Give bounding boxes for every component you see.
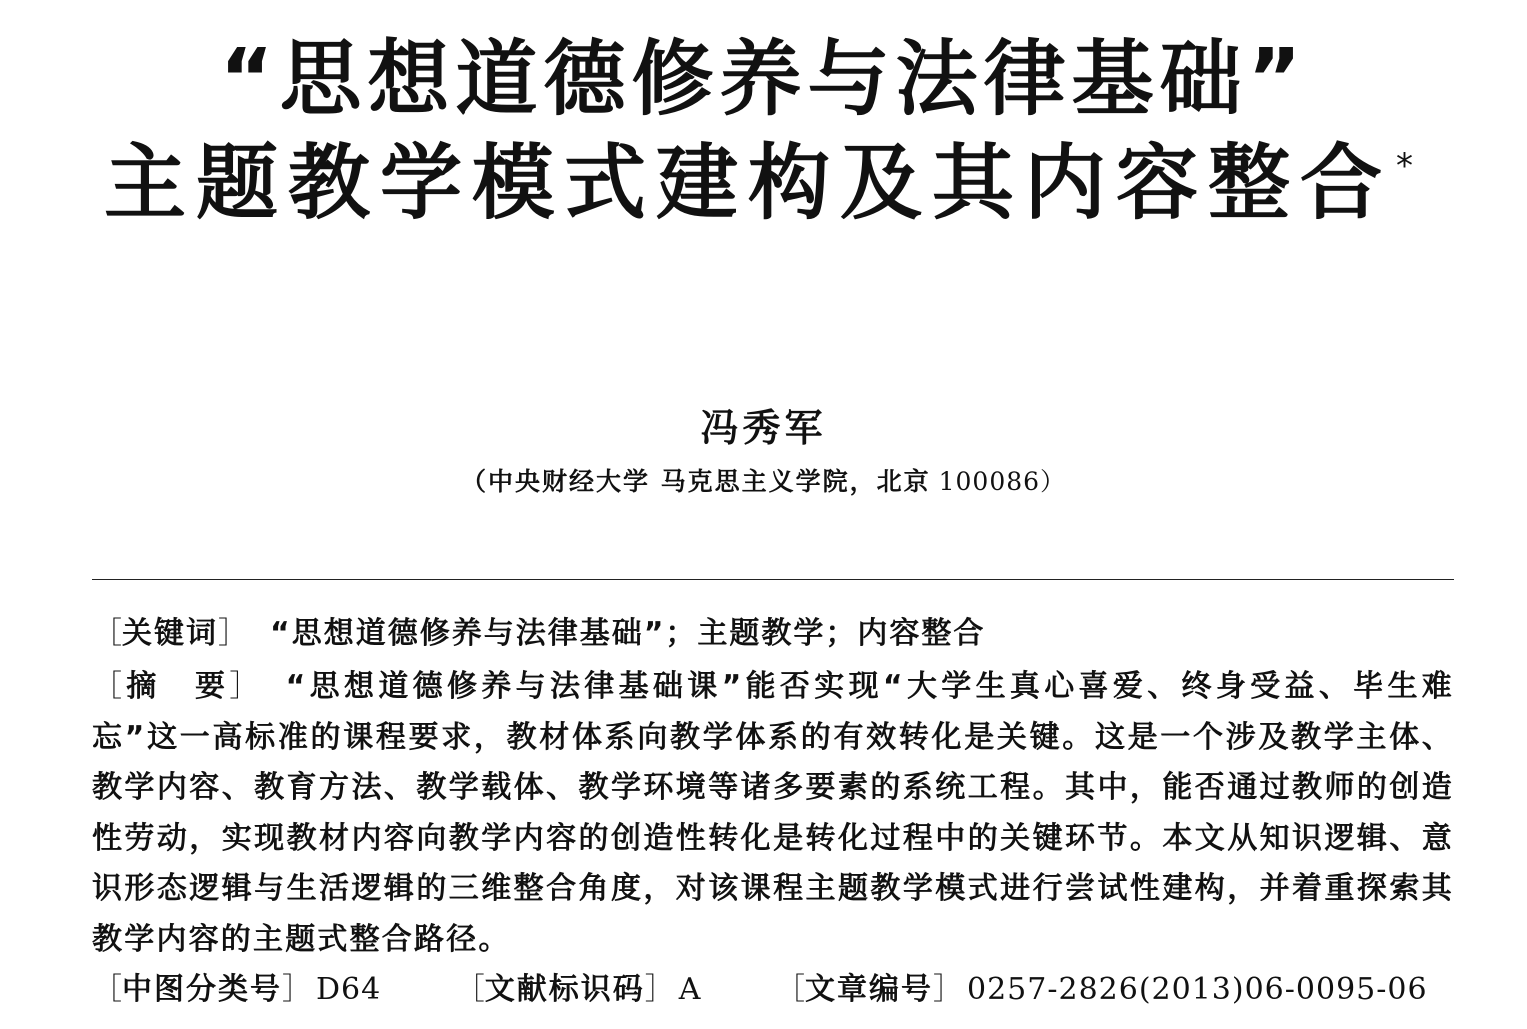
- classification-line: [92, 968, 1454, 1012]
- keywords-section: [92, 612, 1454, 656]
- abstract-bracket-open: ［: [92, 669, 127, 704]
- keywords-bracket-close: ］: [218, 616, 248, 651]
- article-no-bracket-close: ］: [933, 972, 963, 1007]
- clc-value: D64: [316, 972, 382, 1007]
- doc-code-value: A: [678, 972, 702, 1007]
- clc-item: [92, 968, 381, 1012]
- clc-bracket-close: ］: [282, 972, 312, 1007]
- title-line-1: “思想道德修养与法律基础”: [219, 32, 1308, 127]
- author-affiliation: [0, 465, 1527, 499]
- article-no-item: [775, 968, 1428, 1012]
- affiliation-text: （中央财经大学 马克思主义学院，北京: [460, 467, 931, 496]
- affiliation-postcode: 100086）: [938, 467, 1067, 496]
- doc-code-bracket-open: ［: [454, 972, 485, 1007]
- paper-title: [0, 28, 1527, 236]
- header-divider: [92, 579, 1454, 580]
- abstract-text: “思想道德修养与法律基础课”能否实现“大学生真心喜爱、终身受益、毕生难忘”这一高标准的课程要求，教材体系向教学体系的有效转化是关键。这是一个涉及教学主体、教学内容、教育方法、教学载体、教学环境等诸多要素的系统工程。其中，能否通过教师的创造性劳动，实现教材内容向教学内容的创造性转化是转化过程中的关键环节。本文从知识逻辑、意识形态逻辑与生活逻辑的三维整合角度，对该课程主题教学模式进行尝试性建构，并着重探索其教学内容的主题式整合路径。: [92, 669, 1454, 957]
- abstract-label: 摘 要: [126, 669, 230, 704]
- abstract-bracket-close: ］: [229, 669, 264, 704]
- clc-bracket-open: ［: [92, 972, 122, 1007]
- title-footnote-mark: *: [1396, 146, 1423, 186]
- title-line-2: [0, 132, 1527, 236]
- doc-code-item: [455, 968, 702, 1012]
- title-line-2-text: 主题教学模式建构及其内容整合: [103, 136, 1392, 231]
- abstract-section: [92, 662, 1454, 965]
- author-name: 冯秀军: [700, 406, 827, 450]
- article-no-bracket-open: ［: [775, 972, 805, 1007]
- doc-code-bracket-close: ］: [644, 972, 675, 1007]
- clc-label: 中图分类号: [122, 972, 282, 1007]
- keywords-bracket-open: ［: [92, 616, 122, 651]
- doc-code-label: 文献标识码: [484, 972, 645, 1007]
- keywords-text: “思想道德修养与法律基础”；主题教学；内容整合: [270, 616, 986, 651]
- article-no-value: 0257-2826(2013)06-0095-06: [967, 972, 1428, 1007]
- keywords-label: 关键词: [122, 616, 218, 651]
- article-no-label: 文章编号: [805, 972, 933, 1007]
